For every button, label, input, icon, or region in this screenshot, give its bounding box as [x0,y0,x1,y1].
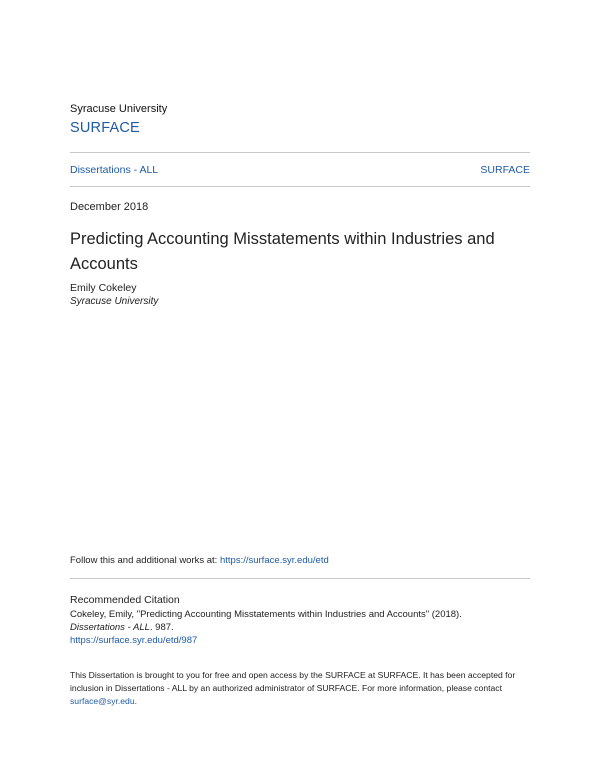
divider [70,152,530,153]
citation-url-link[interactable]: https://surface.syr.edu/etd/987 [70,635,198,646]
citation-series-line [70,621,530,634]
citation-number: . 987. [149,622,174,633]
repository-link[interactable]: SURFACE [70,120,140,136]
author-affiliation: Syracuse University [70,296,159,307]
citation-heading: Recommended Citation [70,594,180,606]
follow-url-link[interactable]: https://surface.syr.edu/etd [219,555,329,566]
citation-text [70,608,530,647]
repository-breadcrumb-link[interactable]: SURFACE [480,164,530,176]
follow-prefix: Follow this and additional works at: [70,555,220,566]
publication-date: December 2018 [70,201,149,213]
notice-suffix: . [134,696,138,706]
follow-line [70,555,329,566]
citation-line: Cokeley, Emily, "Predicting Accounting Misstatements within Industries and Accounts" (2018). [70,609,462,620]
divider [70,578,530,579]
citation-series: Dissertations - ALL [70,622,150,633]
access-notice [70,669,530,708]
university-name: Syracuse University [70,103,168,115]
contact-email-link[interactable]: surface@syr.edu [70,696,135,706]
divider [70,186,530,187]
collection-link[interactable]: Dissertations - ALL [70,164,159,176]
document-title: Predicting Accounting Misstatements within Industries and Accounts [70,230,495,273]
notice-text: This Dissertation is brought to you for free and open access by the SURFACE at SURFACE. It has been accepted for inclusion in Dissertations - ALL by an authorized administrator of SURFACE. For more information, please contact [70,670,516,693]
author-name: Emily Cokeley [70,282,137,294]
